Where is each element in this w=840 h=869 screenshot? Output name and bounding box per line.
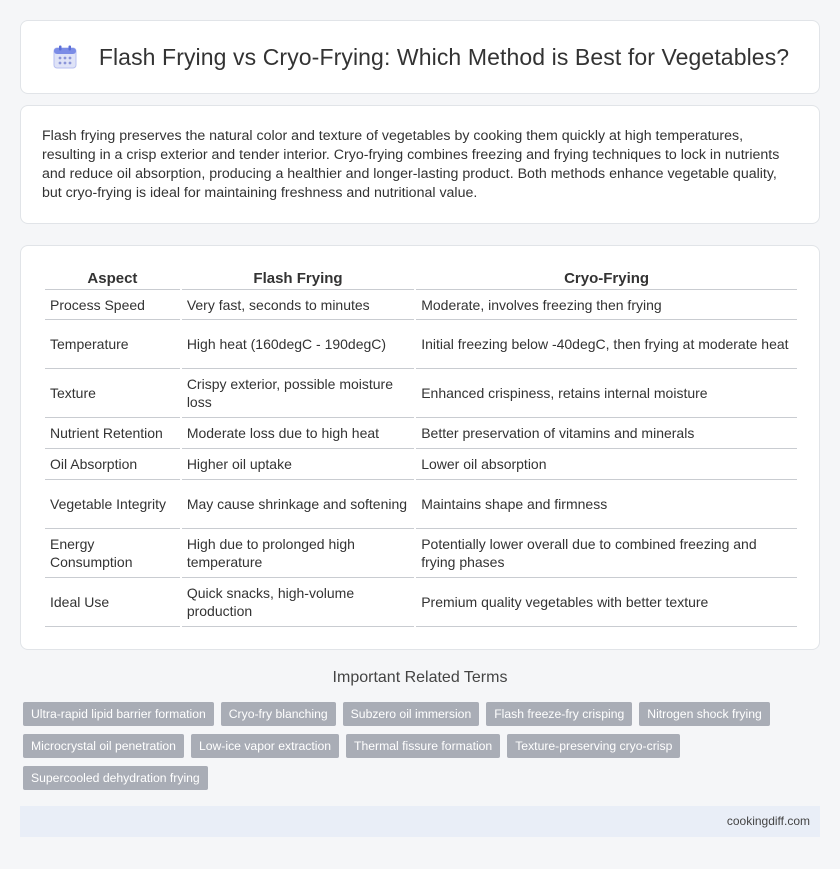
header-flash-frying: Flash Frying: [182, 264, 414, 290]
comparison-table: [43, 264, 799, 627]
row-aspect: Oil Absorption: [45, 449, 180, 480]
row-aspect: Energy Consumption: [45, 529, 180, 578]
related-terms-list: [23, 702, 813, 790]
row-cryo-frying: Initial freezing below -40degC, then frying at moderate heat: [416, 320, 797, 369]
row-flash-frying: High heat (160degC - 190degC): [182, 320, 414, 369]
table-row: [45, 578, 797, 627]
intro-section: [20, 105, 820, 224]
row-flash-frying: Very fast, seconds to minutes: [182, 290, 414, 320]
calendar-icon: [51, 43, 79, 71]
row-cryo-frying: Moderate, involves freezing then frying: [416, 290, 797, 320]
row-cryo-frying: Enhanced crispiness, retains internal moisture: [416, 369, 797, 418]
page-title: Flash Frying vs Cryo-Frying: Which Method is Best for Vegetables?: [98, 43, 790, 70]
row-flash-frying: Higher oil uptake: [182, 449, 414, 480]
related-terms-title: Important Related Terms: [332, 669, 508, 686]
row-flash-frying: May cause shrinkage and softening: [182, 480, 414, 529]
row-flash-frying: Moderate loss due to high heat: [182, 418, 414, 449]
related-term-tag[interactable]: Low-ice vapor extraction: [191, 734, 339, 758]
table-row: [45, 449, 797, 480]
header-cryo-frying: Cryo-Frying: [416, 264, 797, 290]
row-cryo-frying: Premium quality vegetables with better texture: [416, 578, 797, 627]
related-term-tag[interactable]: Nitrogen shock frying: [639, 702, 769, 726]
table-row: [45, 320, 797, 369]
row-flash-frying: High due to prolonged high temperature: [182, 529, 414, 578]
related-term-tag[interactable]: Texture-preserving cryo-crisp: [507, 734, 680, 758]
row-cryo-frying: Potentially lower overall due to combined freezing and frying phases: [416, 529, 797, 578]
row-cryo-frying: Better preservation of vitamins and minerals: [416, 418, 797, 449]
row-aspect: Vegetable Integrity: [45, 480, 180, 529]
row-aspect: Nutrient Retention: [45, 418, 180, 449]
footer: [20, 806, 820, 837]
related-term-tag[interactable]: Subzero oil immersion: [343, 702, 480, 726]
row-flash-frying: Quick snacks, high-volume production: [182, 578, 414, 627]
table-row: [45, 529, 797, 578]
row-aspect: Temperature: [45, 320, 180, 369]
row-aspect: Ideal Use: [45, 578, 180, 627]
row-cryo-frying: Lower oil absorption: [416, 449, 797, 480]
row-aspect: Process Speed: [45, 290, 180, 320]
row-flash-frying: Crispy exterior, possible moisture loss: [182, 369, 414, 418]
related-term-tag[interactable]: Ultra-rapid lipid barrier formation: [23, 702, 214, 726]
related-term-tag[interactable]: Supercooled dehydration frying: [23, 766, 208, 790]
row-cryo-frying: Maintains shape and firmness: [416, 480, 797, 529]
table-row: [45, 290, 797, 320]
comparison-table-card: [20, 245, 820, 650]
page-header: [20, 20, 820, 94]
table-row: [45, 369, 797, 418]
row-aspect: Texture: [45, 369, 180, 418]
header-aspect: Aspect: [45, 264, 180, 290]
related-term-tag[interactable]: Microcrystal oil penetration: [23, 734, 184, 758]
table-header-row: [45, 264, 797, 290]
related-term-tag[interactable]: Thermal fissure formation: [346, 734, 500, 758]
footer-site-link[interactable]: cookingdiff.com: [726, 814, 810, 828]
related-term-tag[interactable]: Flash freeze-fry crisping: [486, 702, 632, 726]
intro-text: Flash frying preserves the natural color and texture of vegetables by cooking them quickly at high temperatures, resulting in a crisp exterior and tender interior. Cryo-frying combines freezing and frying techniques to lock in nutrients and reduce oil absorption, producing a healthier and longer-lasting product. Both methods enhance vegetable quality, but cryo-frying is ideal for maintaining freshness and nutritional value.: [42, 128, 780, 201]
table-row: [45, 418, 797, 449]
table-row: [45, 480, 797, 529]
related-term-tag[interactable]: Cryo-fry blanching: [221, 702, 336, 726]
